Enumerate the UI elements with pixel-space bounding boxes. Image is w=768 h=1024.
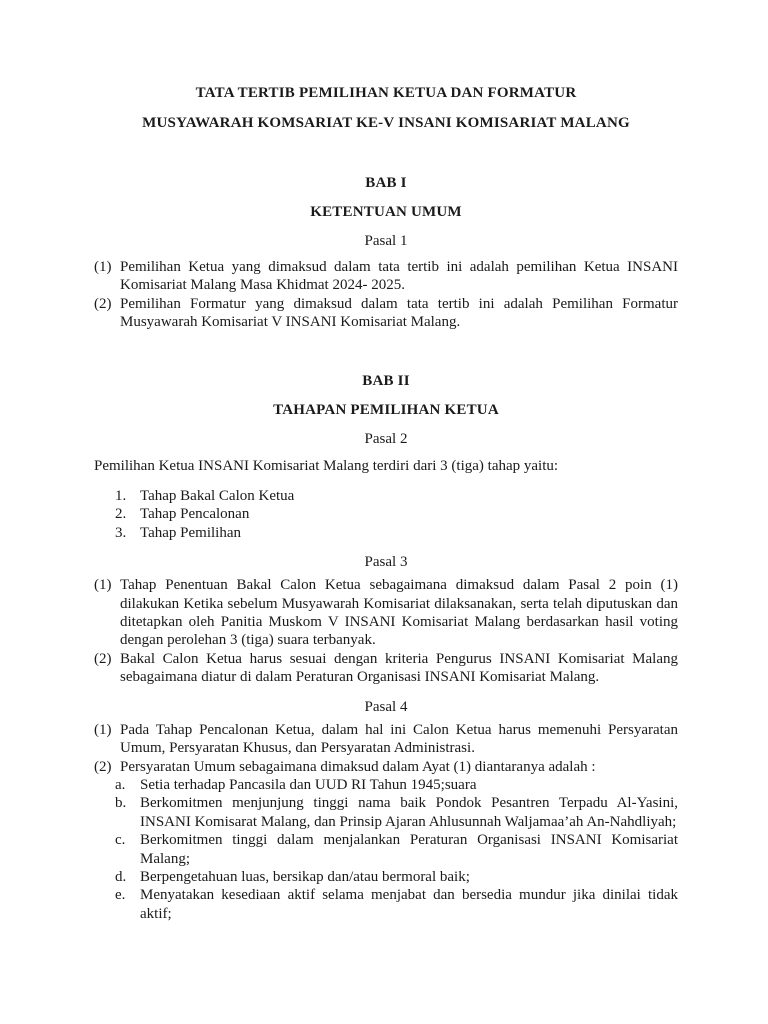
- bab-1-heading: BAB I: [365, 175, 407, 191]
- pasal-3-heading: Pasal 3: [364, 554, 408, 571]
- pasal-2-list: [94, 487, 678, 542]
- section-bab-1: [94, 174, 678, 332]
- bab-1-subheading: KETENTUAN UMUM: [310, 204, 462, 220]
- list-item: [94, 295, 678, 332]
- item-marker: (2): [94, 758, 112, 775]
- list-item: [94, 576, 678, 650]
- item-text: Setia terhadap Pancasila dan UUD RI Tahun 1945;suara: [140, 776, 477, 793]
- item-text: Berpengetahuan luas, bersikap dan/atau bermoral baik;: [140, 868, 470, 885]
- item-text: Persyaratan Umum sebagaimana dimaksud dalam Ayat (1) diantaranya adalah :: [120, 758, 596, 775]
- list-item: [94, 258, 678, 295]
- list-item: [115, 505, 678, 523]
- item-marker: (1): [94, 259, 112, 275]
- list-item: [115, 868, 678, 886]
- bab-2-subheading: TAHAPAN PEMILIHAN KETUA: [273, 401, 499, 418]
- item-text: Menyatakan kesediaan aktif selama menjabat dan bersedia mundur jika dinilai tidak aktif;: [140, 887, 678, 922]
- item-marker: 2.: [115, 506, 127, 523]
- pasal-3-list: [94, 576, 678, 686]
- list-item: [94, 758, 678, 776]
- item-marker: (1): [94, 577, 112, 594]
- item-marker: d.: [115, 868, 127, 885]
- pasal-1-list: [94, 258, 678, 332]
- pasal-2-intro: Pemilihan Ketua INSANI Komisariat Malang terdiri dari 3 (tiga) tahap yaitu:: [94, 457, 559, 474]
- item-text: Tahap Penentuan Bakal Calon Ketua sebagaimana dimaksud dalam Pasal 2 poin (1) dilakukan Ketika sebelum Musyawarah Komisariat dilaksanakan, serta telah diputuskan dan ditetapkan oleh Panitia Muskom V INSANI Komisariat Malang berdasarkan hasil voting dengan perolehan 3 (tiga) suara terbanyak.: [120, 577, 678, 649]
- list-item: [94, 650, 678, 687]
- item-text: Pemilihan Formatur yang dimaksud dalam tata tertib ini adalah Pemilihan Formatur Musyawarah Komisariat V INSANI Komisariat Malang.: [120, 295, 678, 331]
- doc-title-line1: TATA TERTIB PEMILIHAN KETUA DAN FORMATUR: [195, 85, 577, 101]
- list-item: [115, 487, 678, 505]
- item-marker: (2): [94, 295, 112, 312]
- item-text: Tahap Pencalonan: [140, 506, 250, 523]
- item-text: Pada Tahap Pencalonan Ketua, dalam hal ini Calon Ketua harus memenuhi Persyaratan Umum, Persyaratan Khusus, dan Persyaratan Administrasi.: [120, 721, 678, 757]
- list-item: [115, 776, 678, 794]
- item-marker: 3.: [115, 524, 127, 541]
- doc-title-line2: MUSYAWARAH KOMSARIAT KE-V INSANI KOMISARIAT MALANG: [142, 115, 630, 131]
- item-marker: c.: [115, 832, 126, 849]
- item-marker: (2): [94, 650, 112, 667]
- item-marker: b.: [115, 795, 127, 812]
- list-item: [94, 721, 678, 758]
- list-item: [115, 831, 678, 868]
- list-item: [115, 886, 678, 923]
- item-marker: (1): [94, 721, 112, 738]
- item-text: Pemilihan Ketua yang dimaksud dalam tata tertib ini adalah pemilihan Ketua INSANI Komisariat Malang Masa Khidmat 2024- 2025.: [120, 259, 678, 294]
- section-bab-2: [94, 372, 678, 924]
- item-marker: 1.: [115, 488, 127, 505]
- item-text: Tahap Pemilihan: [140, 524, 242, 541]
- item-text: Berkomitmen menjunjung tinggi nama baik Pondok Pesantren Terpadu Al-Yasini, INSANI Komisarat Malang, dan Prinsip Ajaran Ahlusunnah Waljamaa’ah An-Nahdliyah;: [140, 795, 678, 830]
- list-item: [115, 524, 678, 542]
- pasal-1-heading: Pasal 1: [364, 233, 408, 249]
- item-marker: a.: [115, 776, 126, 793]
- pasal-2-heading: Pasal 2: [364, 430, 408, 447]
- item-marker: e.: [115, 887, 126, 904]
- pasal-4-list: [94, 721, 678, 923]
- bab-2-heading: BAB II: [362, 372, 410, 389]
- list-item: [115, 794, 678, 831]
- pasal-4-heading: Pasal 4: [364, 698, 408, 715]
- item-text: Bakal Calon Ketua harus sesuai dengan kriteria Pengurus INSANI Komisariat Malang sebagaimana diatur di dalam Peraturan Organisasi INSANI Komisariat Malang.: [120, 650, 678, 686]
- item-text: Tahap Bakal Calon Ketua: [140, 488, 295, 505]
- item-text: Berkomitmen tinggi dalam menjalankan Peraturan Organisasi INSANI Komisariat Malang;: [140, 832, 678, 867]
